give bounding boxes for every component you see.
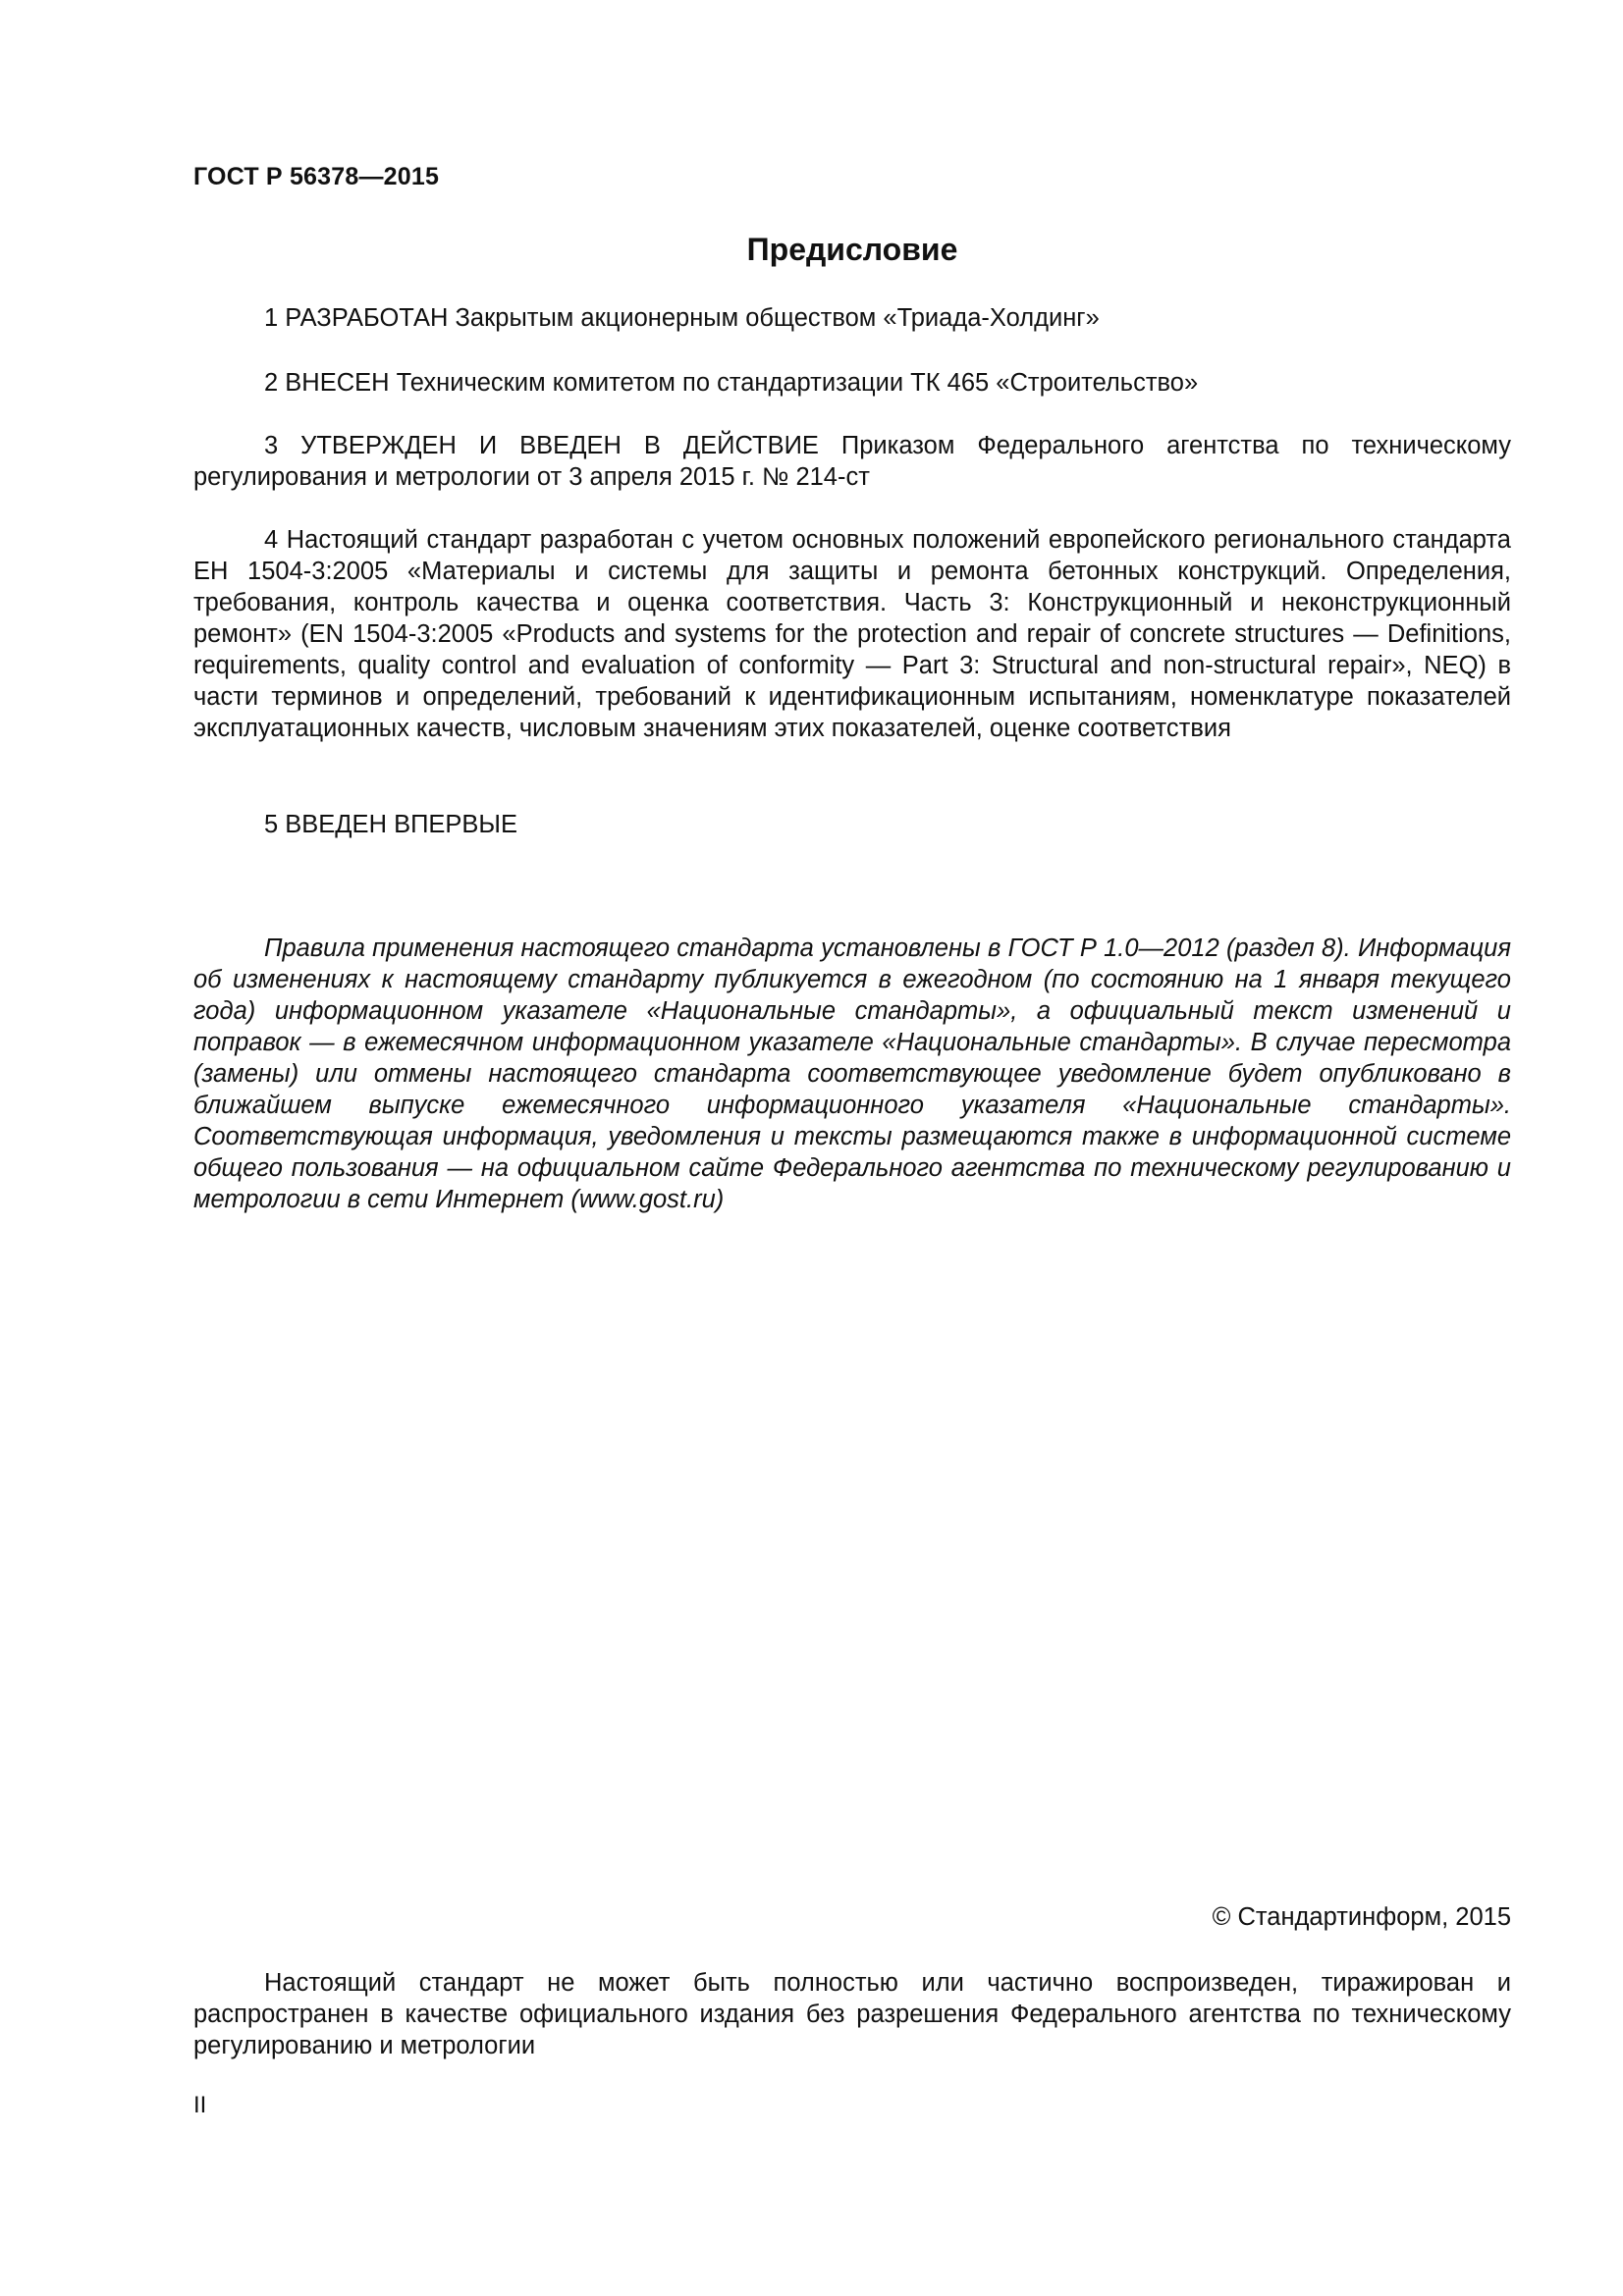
foreword-item-5: 5 ВВЕДЕН ВПЕРВЫЕ: [264, 811, 518, 838]
application-notice: Правила применения настоящего стандарта установлены в ГОСТ Р 1.0—2012 (раздел 8). Информация об изменениях к настоящему стандарту публикуется в ежегодном (по состоянию на 1 января текущего года) информационном указателе «Национальные стандарты», а официальный текст изменений и поправок — в ежемесячном информационном указателе «Национальные стандарты». В случае пересмотра (замены) или отмены настоящего стандарта соответствующее уведомление будет опубликовано в ближайшем выпуске ежемесячного информационного указателя «Национальные стандарты». Соответствующая информация, уведомления и тексты размещаются также в информационной системе общего пользования — на официальном сайте Федерального агентства по техническому регулированию и метрологии в сети Интернет (www.gost.ru): [193, 934, 1511, 1213]
document-code: ГОСТ Р 56378—2015: [193, 163, 440, 190]
foreword-item-1: 1 РАЗРАБОТАН Закрытым акционерным обществом «Триада-Холдинг»: [264, 304, 1100, 332]
foreword-item-2: 2 ВНЕСЕН Техническим комитетом по стандартизации ТК 465 «Строительство»: [264, 369, 1199, 397]
foreword-title: Предисловие: [746, 232, 958, 267]
copyright-line: © Стандартинформ, 2015: [1212, 1903, 1511, 1931]
page-number: II: [193, 2092, 207, 2118]
reproduction-notice: Настоящий стандарт не может быть полностью или частично воспроизведен, тиражирован и распространен в качестве официального издания без разрешения Федерального агентства по техническому регулированию и метрологии: [193, 1969, 1511, 2059]
foreword-item-4: 4 Настоящий стандарт разработан с учетом основных положений европейского регионального стандарта ЕН 1504-3:2005 «Материалы и системы для защиты и ремонта бетонных конструкций. Определения, требования, контроль качества и оценка соответствия. Часть 3: Конструкционный и неконструкционный ремонт» (EN 1504-3:2005 «Products and systems for the protection and repair of concrete structures — Definitions, requirements, quality control and evaluation of conformity — Part 3: Structural and non-structural repair», NEQ) в части терминов и определений, требований к идентификационным испытаниям, номенклатуре показателей эксплуатационных качеств, числовым значениям этих показателей, оценке соответствия: [193, 526, 1511, 742]
foreword-item-3: 3 УТВЕРЖДЕН И ВВЕДЕН В ДЕЙСТВИЕ Приказом Федерального агентства по техническому регулирования и метрологии от 3 апреля 2015 г. № 214-ст: [193, 432, 1511, 491]
